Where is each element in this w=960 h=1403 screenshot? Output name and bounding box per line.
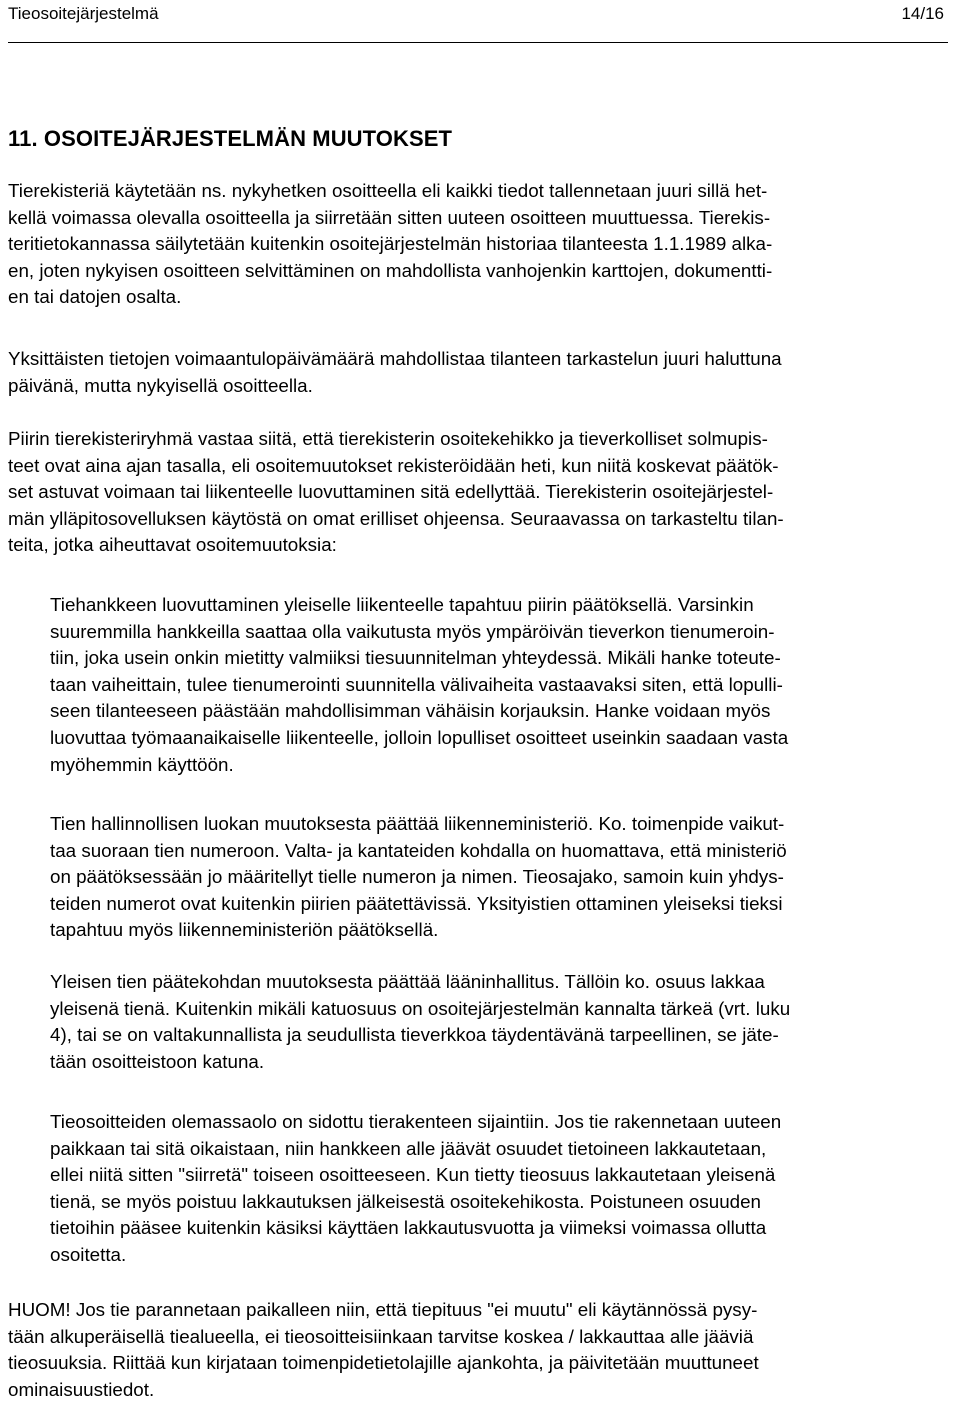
text-line: yleisenä tienä. Kuitenkin mikäli katuosuus on osoitejärjestelmän kannalta tärkeä (vrt. luku (50, 997, 791, 1019)
text-line: en tai datojen osalta. (8, 286, 182, 308)
text-line: kellä voimassa olevalla osoitteella ja siirretään sitten uuteen osoitteen muuttuessa. Tierekis- (8, 206, 771, 228)
paragraph-end-point (50, 969, 790, 1075)
text-line: seen tilanteeseen päästään mahdollisimman vähäisin korjauksin. Hanke voidaan myös (50, 700, 771, 722)
page-header (8, 2, 948, 43)
text-line: tään alkuperäisellä tiealueella, ei tieosoitteisiinkaan tarvitse koskea / lakkauttaa alle jääviä (8, 1325, 754, 1347)
paragraph-road-class (50, 811, 787, 944)
text-line: teet ovat aina ajan tasalla, eli osoitemuutokset rekisteröidään heti, kun niitä koskevat päätök- (8, 454, 779, 476)
text-line: suuremmilla hankkeilla saattaa olla vaikutusta myös ympäröivän tieverkon tienumeroin- (50, 620, 775, 642)
paragraph-intro (8, 178, 948, 311)
text-line: teita, jotka aiheuttavat osoitemuutoksia: (8, 534, 337, 556)
page-number: 14/16 (901, 4, 944, 23)
text-line: päivänä, mutta nykyisellä osoitteella. (8, 374, 313, 396)
text-line: ellei niitä sitten "siirretä" toiseen osoitteeseen. Kun tietty tieosuus lakkautetaan yleisenä (50, 1164, 776, 1186)
text-line: tienä, se myös poistuu lakkautuksen jälkeisestä osoitekehikosta. Poistuneen osuuden (50, 1190, 761, 1212)
text-line: taa suoraan tien numeroon. Valta- ja kantateiden kohdalla on huomattava, että ministeriö (50, 839, 787, 861)
text-line: tään osoitteistoon katuna. (50, 1050, 265, 1072)
text-line: taan vaiheittain, tulee tienumerointi suunnitella välivaiheita vastaavaksi siten, että lopulli- (50, 673, 783, 695)
text-line: teiden numerot ovat kuitenkin piirien päätettävissä. Yksityistien ottaminen yleiseksi tieksi (50, 892, 783, 914)
text-line: Piirin tierekisteriryhmä vastaa siitä, että tierekisterin osoitekehikko ja tieverkolliset solmupis- (8, 428, 768, 449)
text-line: tiin, joka usein onkin mietitty valmiiksi tiesuunnitelman yhteydessä. Mikäli hanke toteute- (50, 647, 781, 669)
text-line: tapahtuu myös liikenneministeriön päätöksellä. (50, 919, 439, 941)
text-line: tietoihin pääsee kuitenkin käsiksi käyttäen lakkautusvuotta ja viimeksi voimassa ollutta (50, 1217, 767, 1239)
text-line: HUOM! Jos tie parannetaan paikalleen niin, että tiepituus "ei muutu" eli käytännössä pysy- (8, 1299, 758, 1320)
text-line: on päätöksessään jo määritellyt tielle numeron ja nimen. Tieosajako, samoin kuin yhdys- (50, 866, 784, 888)
paragraph-road-location (50, 1109, 781, 1269)
text-line: Tiehankkeen luovuttaminen yleiselle liikenteelle tapahtuu piirin päätöksellä. Varsinkin (50, 594, 754, 615)
paragraph-validity-date (8, 346, 782, 399)
text-line: Tierekisteriä käytetään ns. nykyhetken osoitteella eli kaikki tiedot tallennetaan juuri sillä het- (8, 180, 768, 201)
text-line: myöhemmin käyttöön. (50, 753, 234, 775)
text-line: osoitetta. (50, 1243, 127, 1265)
text-line: luovuttaa työmaanaikaiselle liikenteelle, jolloin lopulliset osoitteet useinkin saadaan vasta (50, 726, 789, 748)
text-line: män ylläpitosovelluksen käytöstä on omat erilliset ohjeensa. Seuraavassa on tarkasteltu tilan- (8, 507, 784, 529)
text-line: en, joten nykyisen osoitteen selvittäminen on mahdollista vanhojenkin karttojen, dokumentti- (8, 259, 773, 281)
text-line: set astuvat voimaan tai liikenteelle luovuttaminen sitä edellyttää. Tierekisterin osoitejärjestel- (8, 481, 774, 503)
text-line: tieosuuksia. Riittää kun kirjataan toimenpidetietolajille ajankohta, ja päivitetään muuttuneet (8, 1352, 759, 1374)
text-line: ominaisuustiedot. (8, 1378, 155, 1400)
paragraph-project-handover (50, 592, 788, 778)
text-line: 4), tai se on valtakunnallista ja seudullista tieverkkoa täydentävänä tarpeellinen, se jäte- (50, 1024, 779, 1046)
text-line: Tien hallinnollisen luokan muutoksesta päättää liikenneministeriö. Ko. toimenpide vaikut- (50, 813, 785, 834)
text-line: Yleisen tien päätekohdan muutoksesta päättää lääninhallitus. Tällöin ko. osuus lakkaa (50, 971, 765, 992)
text-line: Yksittäisten tietojen voimaantulopäivämäärä mahdollistaa tilanteen tarkastelun juuri haluttuna (8, 348, 782, 369)
text-line: paikkaan tai sitä oikaistaan, niin hankkeen alle jäävät osuudet tietoineen lakkautetaan, (50, 1137, 767, 1159)
text-line: teritietokannassa säilytetään kuitenkin osoitejärjestelmän historiaa tilanteesta 1.1.1989 alka- (8, 233, 773, 255)
paragraph-responsibility (8, 426, 784, 559)
text-line: Tieosoitteiden olemassaolo on sidottu tierakenteen sijaintiin. Jos tie rakennetaan uuteen (50, 1111, 782, 1132)
paragraph-note (8, 1297, 759, 1403)
section-heading: 11. OSOITEJÄRJESTELMÄN MUUTOKSET (8, 126, 453, 151)
document-title: Tieosoitejärjestelmä (8, 4, 159, 23)
